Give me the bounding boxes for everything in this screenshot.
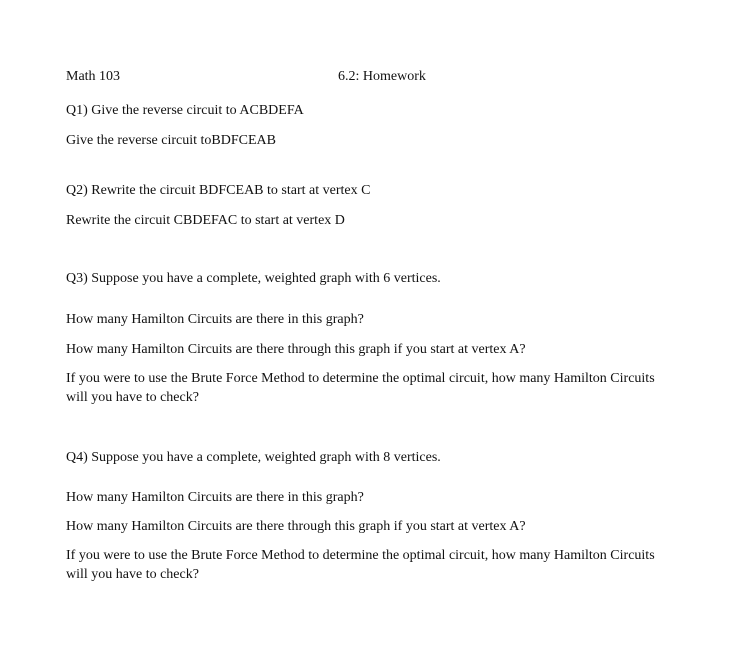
page-title: 6.2: Homework — [338, 69, 426, 84]
question-3-item-2: How many Hamilton Circuits are there through this graph if you start at vertex A? — [66, 342, 526, 357]
question-4-item-3: If you were to use the Brute Force Method to determine the optimal circuit, how many Hamilton Circuits will you have to check? — [66, 548, 655, 582]
question-3-item-3: If you were to use the Brute Force Method to determine the optimal circuit, how many Hamilton Circuits will you have to check? — [66, 371, 655, 405]
question-4-prompt: Q4) Suppose you have a complete, weighted graph with 8 vertices. — [66, 450, 441, 465]
question-3-item-1: How many Hamilton Circuits are there in this graph? — [66, 312, 364, 327]
question-4-item-1: How many Hamilton Circuits are there in this graph? — [66, 490, 364, 505]
question-3-prompt: Q3) Suppose you have a complete, weighted graph with 6 vertices. — [66, 271, 441, 286]
question-2-prompt: Q2) Rewrite the circuit BDFCEAB to start at vertex C — [66, 183, 371, 198]
question-2-item-1: Rewrite the circuit CBDEFAC to start at vertex D — [66, 213, 345, 228]
question-1-item-1: Give the reverse circuit toBDFCEAB — [66, 133, 276, 148]
question-4-item-2: How many Hamilton Circuits are there through this graph if you start at vertex A? — [66, 519, 526, 534]
question-1-prompt: Q1) Give the reverse circuit to ACBDEFA — [66, 103, 304, 118]
course-name: Math 103 — [66, 69, 121, 84]
